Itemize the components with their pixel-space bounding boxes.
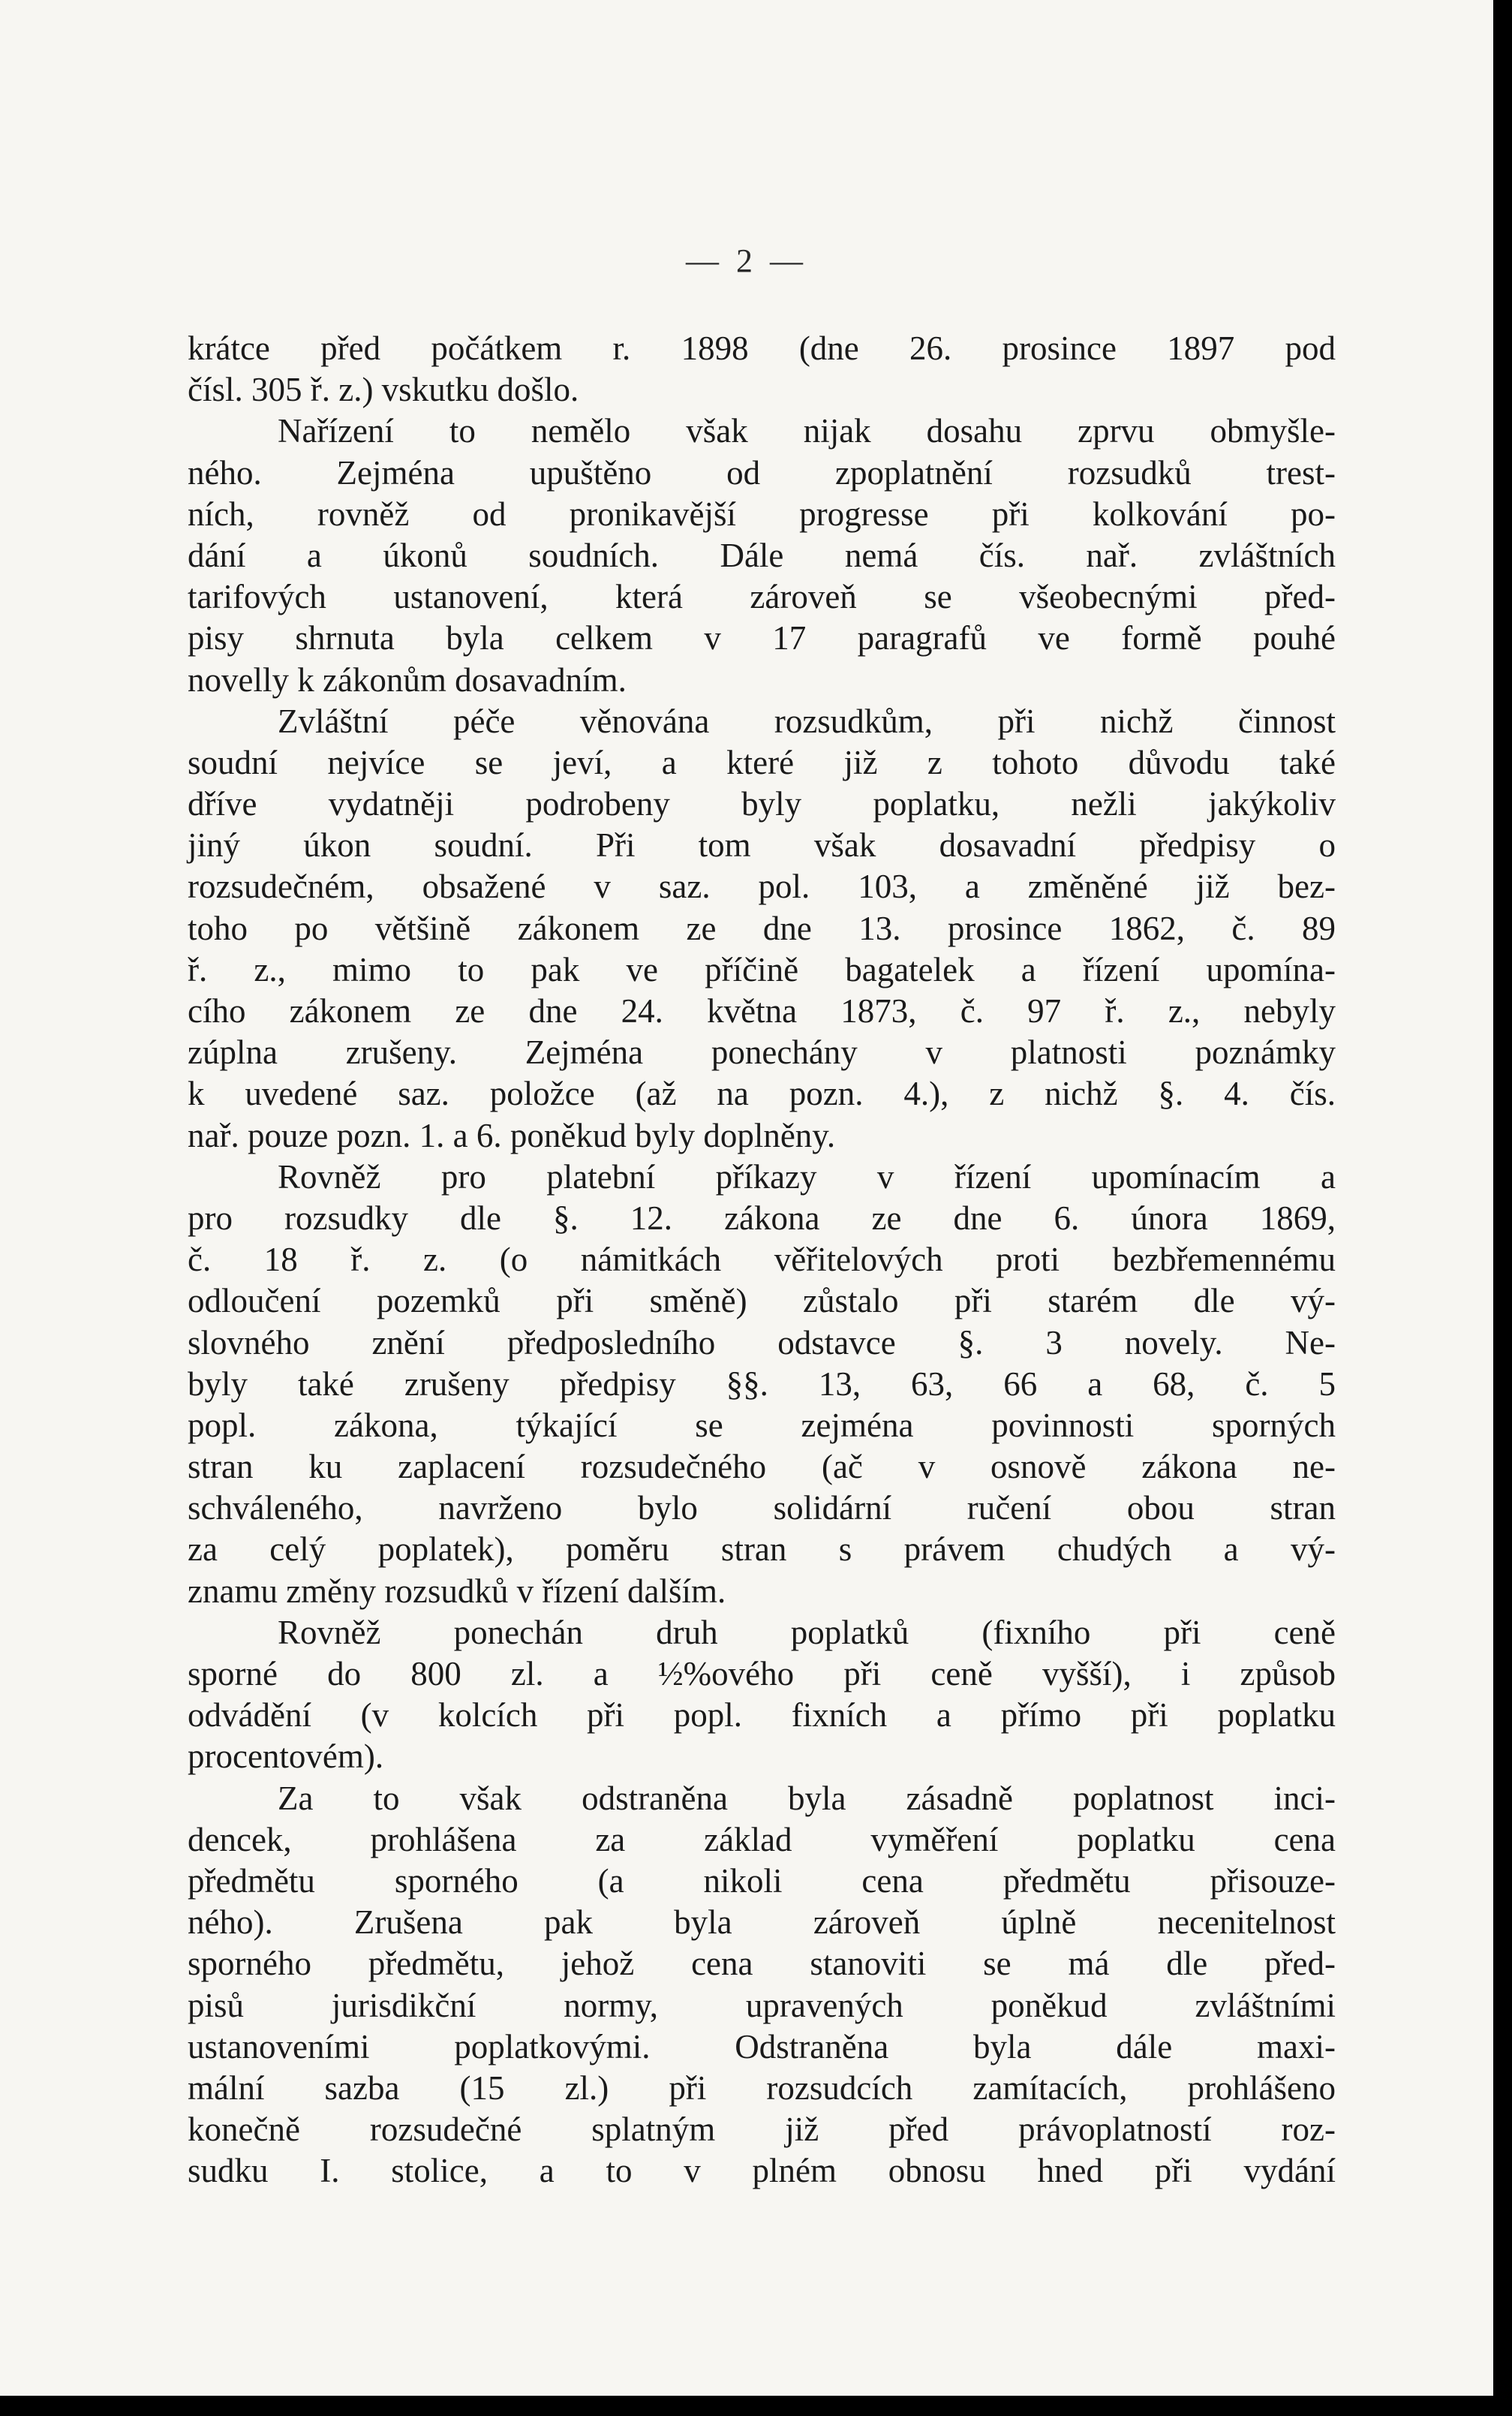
text-line: ného). Zrušena pak byla zároveň úplně necenitelnost	[188, 1903, 1336, 1942]
text-line: soudní nejvíce se jeví, a které již z tohoto důvodu také	[188, 743, 1336, 781]
text-line: popl. zákona, týkající se zejména povinnosti sporných	[188, 1406, 1336, 1444]
text-line: ních, rovněž od pronikavější progresse při kolkování po-	[188, 495, 1336, 533]
text-line: odvádění (v kolcích při popl. fixních a přímo při poplatku	[188, 1696, 1336, 1735]
text-line: pisů jurisdikční normy, upravených poněkud zvláštními	[188, 1986, 1336, 2024]
text-line: slovného znění předposledního odstavce §. 3 novely. Ne-	[188, 1323, 1336, 1361]
text-line: cího zákonem ze dne 24. května 1873, č. 97 ř. z., nebyly	[188, 992, 1336, 1030]
text-line: Rovněž pro platební příkazy v řízení upomínacím a	[278, 1157, 1336, 1196]
text-line: odloučení pozemků při směně) zůstalo při starém dle vý-	[188, 1282, 1336, 1320]
text-line: ného. Zejména upuštěno od zpoplatnění rozsudků trest-	[188, 453, 1336, 492]
text-line: Zvláštní péče věnována rozsudkům, při nichž činnost	[278, 702, 1336, 740]
text-line: za celý poplatek), poměru stran s právem chudých a vý-	[188, 1530, 1336, 1569]
text-line: schváleného, navrženo bylo solidární ručení obou stran	[188, 1489, 1336, 1527]
text-line: konečně rozsudečné splatným již před právoplatností roz-	[188, 2111, 1336, 2149]
page-number: — 2 —	[686, 242, 807, 279]
text-line: sudku I. stolice, a to v plném obnosu hned při vydání	[188, 2152, 1336, 2190]
text-line: č. 18 ř. z. (o námitkách věřitelových proti bezbřemennému	[188, 1241, 1336, 1279]
text-line: novelly k zákonům dosavadním.	[188, 660, 627, 699]
text-line: předmětu sporného (a nikoli cena předmětu přisouze-	[188, 1861, 1336, 1900]
text-line: dání a úkonů soudních. Dále nemá čís. nař. zvláštních	[188, 536, 1336, 574]
scan-border-right	[1493, 0, 1512, 2416]
text-line: znamu změny rozsudků v řízení dalším.	[188, 1572, 726, 1610]
text-line: sporného předmětu, jehož cena stanoviti se má dle před-	[188, 1945, 1336, 1983]
text-line: stran ku zaplacení rozsudečného (ač v osnově zákona ne-	[188, 1448, 1336, 1486]
text-line: rozsudečném, obsažené v saz. pol. 103, a změněné již bez-	[188, 868, 1336, 906]
text-line: nař. pouze pozn. 1. a 6. poněkud byly doplněny.	[188, 1116, 836, 1154]
text-line: tarifových ustanovení, která zároveň se všeobecnými před-	[188, 578, 1336, 616]
text-line: toho po většině zákonem ze dne 13. prosince 1862, č. 89	[188, 909, 1336, 947]
text-line: mální sazba (15 zl.) při rozsudcích zamítacích, prohlášeno	[188, 2068, 1336, 2107]
text-line: zúplna zrušeny. Zejména ponechány v platnosti poznámky	[188, 1033, 1336, 1072]
text-line: dencek, prohlášena za základ vyměření poplatku cena	[188, 1820, 1336, 1858]
scan-border-bottom	[0, 2396, 1512, 2416]
text-line: dříve vydatněji podrobeny byly poplatku, nežli jakýkoliv	[188, 785, 1336, 823]
text-line: čísl. 305 ř. z.) vskutku došlo.	[188, 371, 579, 409]
text-line: ř. z., mimo to pak ve příčině bagatelek a řízení upomína-	[188, 950, 1336, 988]
text-line: Nařízení to nemělo však nijak dosahu zprvu obmyšle-	[278, 412, 1336, 450]
text-line: Rovněž ponechán druh poplatků (fixního při ceně	[278, 1613, 1336, 1651]
text-line: byly také zrušeny předpisy §§. 13, 63, 66 a 68, č. 5	[188, 1364, 1336, 1403]
text-line: ustanoveními poplatkovými. Odstraněna byla dále maxi-	[188, 2027, 1336, 2065]
text-line: jiný úkon soudní. Při tom však dosavadní předpisy o	[188, 826, 1336, 865]
text-line: pisy shrnuta byla celkem v 17 paragrafů ve formě pouhé	[188, 619, 1336, 657]
text-line: procentovém).	[188, 1738, 384, 1776]
text-line: k uvedené saz. položce (až na pozn. 4.), z nichž §. 4. čís.	[188, 1075, 1336, 1113]
text-line: krátce před počátkem r. 1898 (dne 26. prosince 1897 pod	[188, 329, 1336, 367]
text-line: sporné do 800 zl. a ½%ového při ceně vyšší), i způsob	[188, 1655, 1336, 1692]
text-line: pro rozsudky dle §. 12. zákona ze dne 6. února 1869,	[188, 1199, 1336, 1237]
body-text	[188, 328, 1336, 2192]
text-line: Za to však odstraněna byla zásadně poplatnost inci-	[278, 1779, 1336, 1817]
